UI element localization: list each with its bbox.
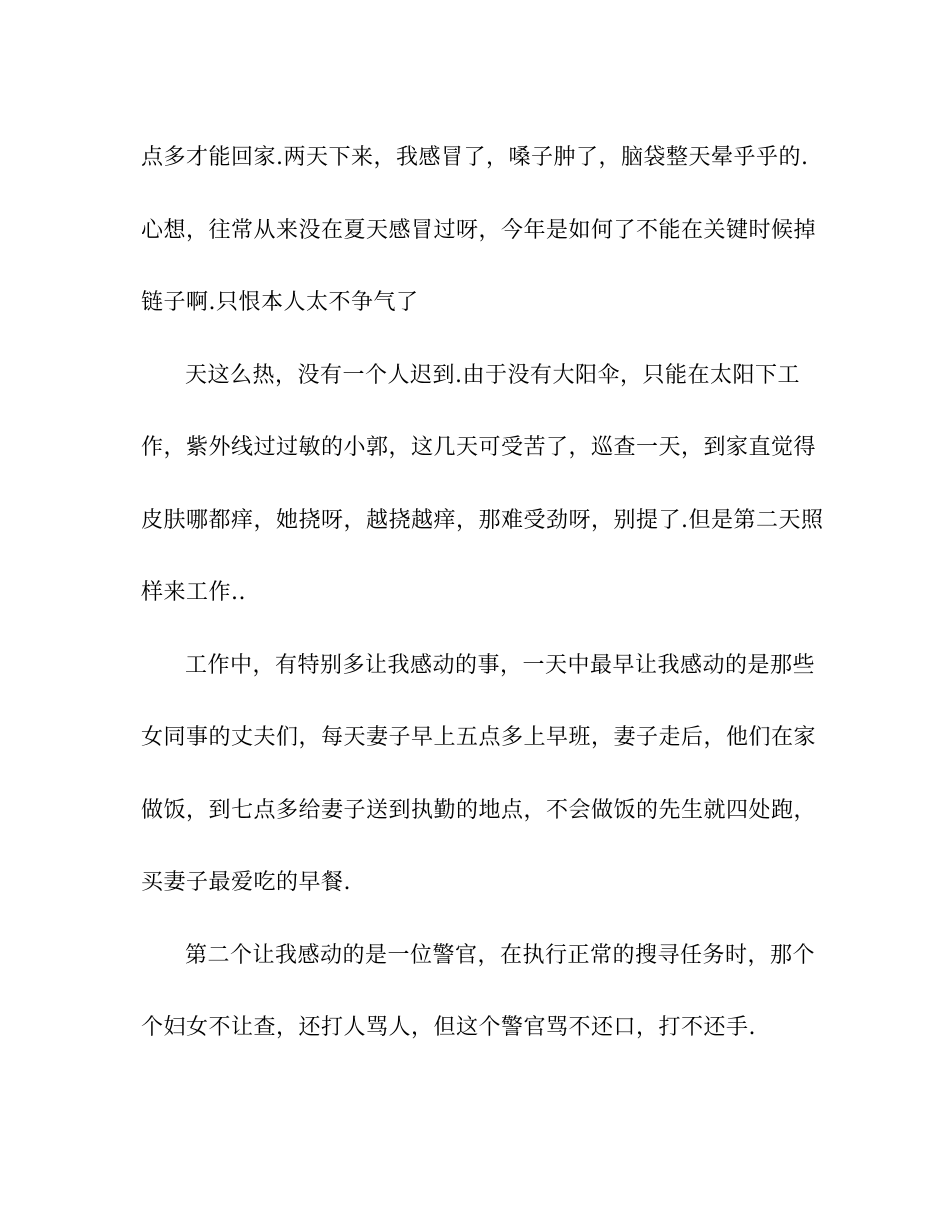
paragraph-3 <box>141 648 817 938</box>
text-line: 第二个让我感动的是一位警官，在执行正常的搜寻任务时，那个 <box>185 942 816 968</box>
paragraph-1 <box>141 140 817 358</box>
document-body <box>141 140 824 1083</box>
text-line: 个妇女不让查，还打人骂人，但这个警官骂不还口，打不还手. <box>141 1015 756 1040</box>
text-line: 链子啊.只恨本人太不争气了 <box>141 290 419 315</box>
paragraph-4 <box>141 938 816 1083</box>
paragraph-2 <box>141 358 824 648</box>
text-line: 天这么热，没有一个人迟到.由于没有大阳伞，只能在太阳下工 <box>185 362 800 388</box>
text-line: 点多才能回家.两天下来，我感冒了，嗓子肿了，脑袋整天晕乎乎的. <box>141 145 809 170</box>
text-line: 做饭，到七点多给妻子送到执勤的地点，不会做饭的先生就四处跑， <box>141 797 817 823</box>
text-line: 工作中，有特别多让我感动的事，一天中最早让我感动的是那些 <box>185 652 816 678</box>
text-line: 样来工作.. <box>141 580 246 605</box>
text-line: 女同事的丈夫们，每天妻子早上五点多上早班，妻子走后，他们在家 <box>141 725 817 750</box>
text-line: 作，紫外线过过敏的小郭，这几天可受苦了，巡查一天，到家直觉得 <box>141 435 817 460</box>
text-line: 买妻子最爱吃的早餐. <box>141 870 351 895</box>
text-line: 皮肤哪都痒，她挠呀，越挠越痒，那难受劲呀，别提了.但是第二天照 <box>141 507 824 533</box>
text-line: 心想，往常从来没在夏天感冒过呀，今年是如何了不能在关键时候掉 <box>141 217 817 243</box>
